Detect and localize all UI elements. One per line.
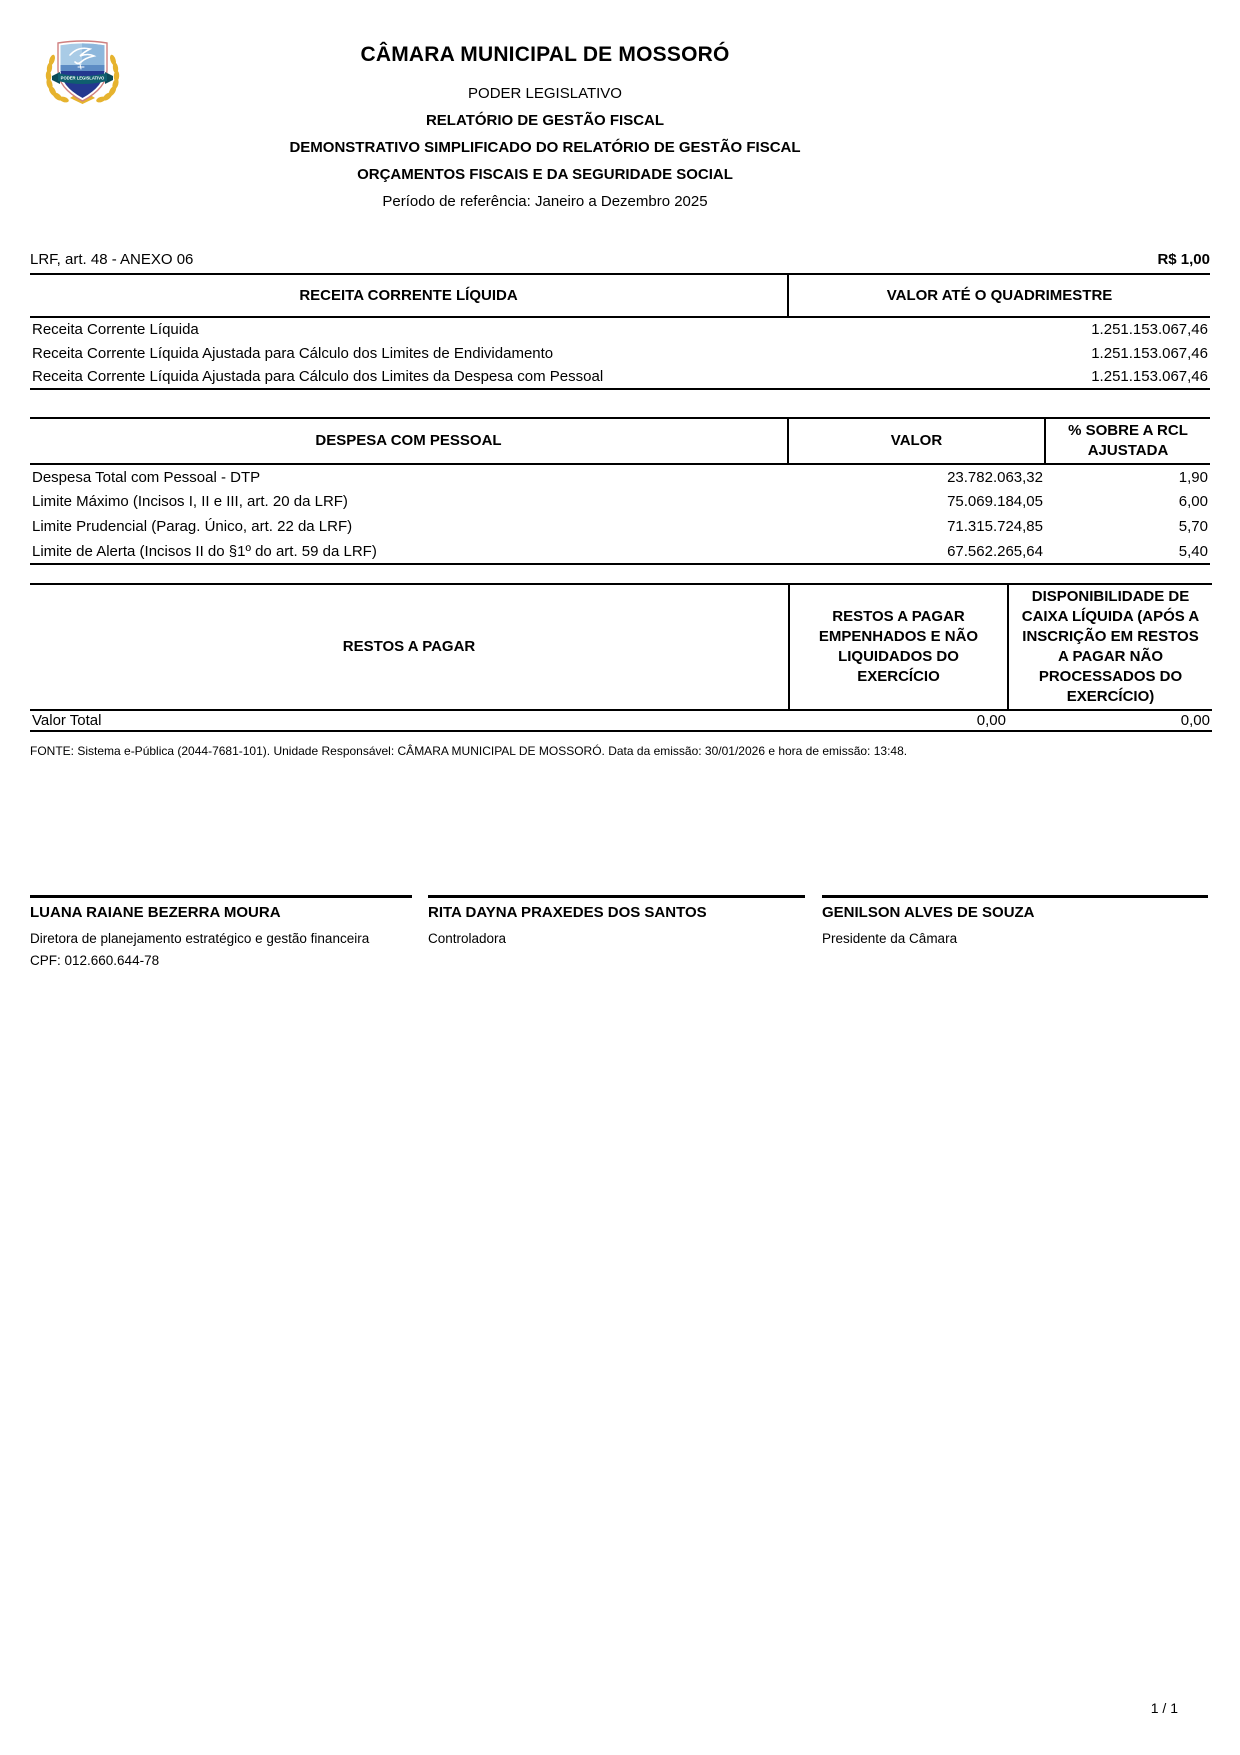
signatures-section (30, 895, 1210, 969)
despesa-col3-header: % SOBRE A RCL AJUSTADA (1045, 418, 1210, 464)
despesa-row-value: 71.315.724,85 (947, 518, 1043, 535)
signature-block (30, 895, 412, 969)
despesa-row-label: Despesa Total com Pessoal - DTP (32, 468, 261, 486)
currency-unit-label: R$ 1,00 (1157, 251, 1210, 268)
rcl-table (30, 273, 1210, 390)
table-row (30, 489, 1210, 514)
table-row (30, 317, 1210, 341)
rcl-row-label: Receita Corrente Líquida Ajustada para Cálculo dos Limites da Despesa com Pessoal (30, 365, 788, 389)
organization-title: CÂMARA MUNICIPAL DE MOSSORÓ (360, 43, 730, 66)
signature-block (822, 895, 1208, 969)
despesa-pessoal-table (30, 417, 1210, 565)
despesa-row-value: 23.782.063,32 (947, 468, 1043, 486)
restos-header-row (30, 584, 1212, 710)
table-row (30, 539, 1210, 564)
signer-name: RITA DAYNA PRAXEDES DOS SANTOS (428, 904, 707, 921)
despesa-col2-header: VALOR (788, 418, 1045, 464)
header-branch: PODER LEGISLATIVO (468, 85, 622, 102)
rcl-row-label: Receita Corrente Líquida (32, 321, 199, 338)
header-report-type: RELATÓRIO DE GESTÃO FISCAL (425, 112, 665, 129)
rcl-header-row (30, 274, 1210, 317)
despesa-row-label: Limite Prudencial (Parag. Único, art. 22 da LRF) (32, 518, 353, 535)
source-note: FONTE: Sistema e-Pública (2044-7681-101). Unidade Responsável: CÂMARA MUNICIPAL DE MOSSORÓ. Data da emissão: 30/01/2026 e hora de emissão: 13:48. (30, 744, 908, 758)
rcl-row-label: Receita Corrente Líquida Ajustada para Cálculo dos Limites de Endividamento (32, 344, 554, 362)
despesa-col1-header: DESPESA COM PESSOAL (30, 418, 788, 464)
despesa-row-value: 75.069.184,05 (947, 493, 1043, 510)
annex-label: LRF, art. 48 - ANEXO 06 (30, 251, 194, 268)
signer-cpf: CPF: 012.660.644-78 (30, 953, 160, 968)
despesa-header-row (30, 418, 1210, 464)
signer-role: Controladora (428, 931, 507, 946)
report-header (30, 42, 1060, 212)
restos-row-label: Valor Total (30, 710, 789, 731)
rcl-row-value: 1.251.153.067,46 (788, 365, 1210, 389)
restos-col1-header: RESTOS A PAGAR (30, 584, 789, 710)
signer-role: Diretora de planejamento estratégico e gestão financeira (30, 931, 370, 946)
signer-name: GENILSON ALVES DE SOUZA (822, 904, 1035, 921)
despesa-row-pct: 6,00 (1178, 493, 1208, 510)
rcl-col2-header: VALOR ATÉ O QUADRIMESTRE (788, 274, 1210, 317)
despesa-row-label: Limite Máximo (Incisos I, II e III, art. 20 da LRF) (32, 493, 348, 510)
restos-col2-header: RESTOS A PAGAR EMPENHADOS E NÃO LIQUIDADOS DO EXERCÍCIO (789, 584, 1008, 710)
despesa-row-pct: 5,70 (1178, 518, 1208, 535)
despesa-row-pct: 1,90 (1178, 468, 1208, 486)
table-row (30, 710, 1212, 731)
header-report-subtype: DEMONSTRATIVO SIMPLIFICADO DO RELATÓRIO DE GESTÃO FISCAL (289, 139, 801, 156)
rcl-col1-header: RECEITA CORRENTE LÍQUIDA (30, 274, 788, 317)
page-indicator: 1 / 1 (1150, 1700, 1178, 1716)
header-budget-scope: ORÇAMENTOS FISCAIS E DA SEGURIDADE SOCIAL (357, 166, 733, 183)
rcl-row-value: 1.251.153.067,46 (1091, 344, 1208, 362)
despesa-row-pct: 5,40 (1045, 539, 1210, 564)
header-reference-period: Período de referência: Janeiro a Dezembro 2025 (382, 193, 708, 210)
table-row (30, 365, 1210, 389)
crest-ribbon-text: PODER LEGISLATIVO (60, 75, 105, 81)
restos-row-value: 0,00 (789, 710, 1008, 731)
signer-role: Presidente da Câmara (822, 931, 958, 946)
annex-row (30, 251, 1210, 268)
restos-col3-header: DISPONIBILIDADE DE CAIXA LÍQUIDA (APÓS A INSCRIÇÃO EM RESTOS A PAGAR NÃO PROCESSADOS DO EXERCÍCIO) (1008, 584, 1212, 710)
restos-a-pagar-table (30, 583, 1212, 732)
signature-block (428, 895, 805, 969)
rcl-row-value: 1.251.153.067,46 (1091, 321, 1208, 338)
despesa-row-label: Limite de Alerta (Incisos II do §1º do art. 59 da LRF) (30, 539, 788, 564)
signer-name: LUANA RAIANE BEZERRA MOURA (30, 904, 281, 921)
despesa-row-value: 67.562.265,64 (788, 539, 1045, 564)
restos-row-value2: 0,00 (1008, 710, 1212, 731)
table-row (30, 514, 1210, 539)
table-row (30, 464, 1210, 489)
table-row (30, 341, 1210, 365)
